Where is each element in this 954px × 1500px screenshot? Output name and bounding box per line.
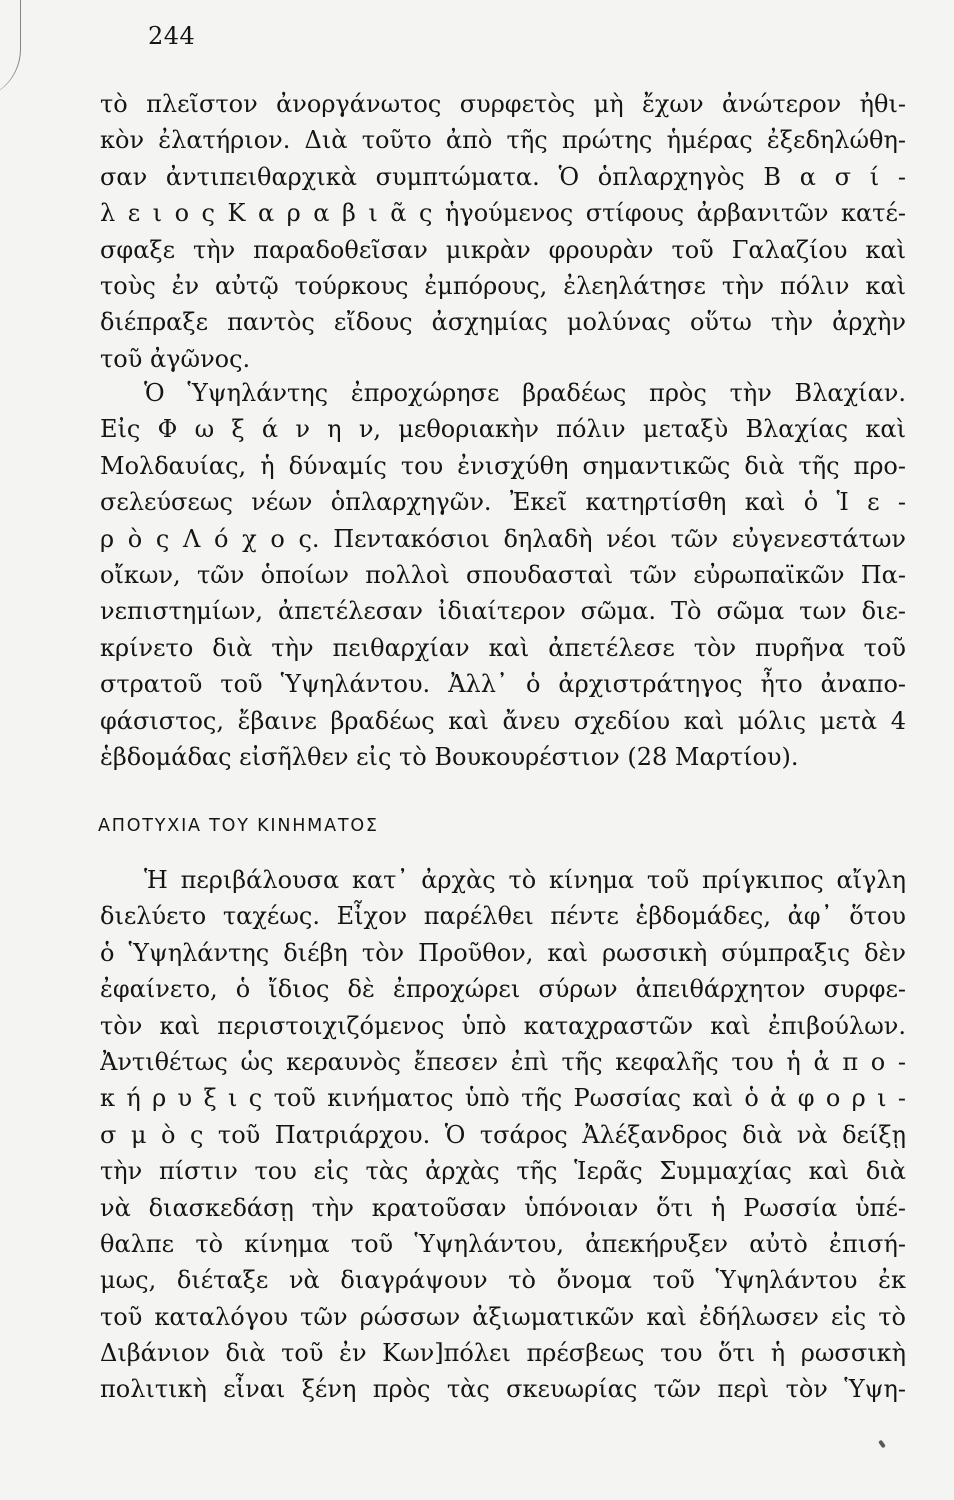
section-heading: ΑΠΟΤΥΧΙΑ ΤΟΥ ΚΙΝΗΜΑΤΟΣ [98,816,379,836]
text-line: Μολδαυίας, ἡ δύναμίς του ἐνισχύθη σημαντικῶς διὰ τῆς προ- [100,451,906,480]
text-line: νεπιστημίων, ἀπετέλεσαν ἰδιαίτερον σῶμα. Τὸ σῶμα των διε- [100,597,906,626]
text-line: λ ε ι ο ς Κ α ρ α β ι ᾶ ς ἡγούμενος στίφους ἀρβανιτῶν κατέ- [100,199,906,228]
text-line: φάσιστος, ἔβαινε βραδέως καὶ ἄνευ σχεδίου καὶ μόλις μετὰ 4 [100,706,906,735]
text-line: διέπραξε παντὸς εἴδους ἀσχημίας μολύνας οὕτω τὴν ἀρχὴν [100,308,906,337]
text-line: Διβάνιον διὰ τοῦ ἐν Κων]πόλει πρέσβεως του ὅτι ἡ ρωσσικὴ [100,1339,906,1368]
text-line: ρ ὸ ς Λ ό χ ο ς. Πεντακόσιοι δηλαδὴ νέοι τῶν εὐγενεστάτων [100,524,906,553]
text-line: σ μ ὸ ς τοῦ Πατριάρχου. Ὁ τσάρος Ἀλέξανδρος διὰ νὰ δείξῃ [100,1120,906,1149]
text-line: νὰ διασκεδάσῃ τὴν κρατοῦσαν ὑπόνοιαν ὅτι ἡ Ρωσσία ὑπέ- [100,1193,906,1222]
text-line: Εἰς Φ ω ξ ά ν η ν, μεθοριακὴν πόλιν μεταξὺ Βλαχίας καὶ [100,415,906,444]
text-line: κ ή ρ υ ξ ι ς τοῦ κινήματος ὑπὸ τῆς Ρωσσίας καὶ ὁ ἀ φ ο ρ ι - [100,1084,906,1113]
text-line: Ἡ περιβάλουσα κατ᾽ ἀρχὰς τὸ κίνημα τοῦ πρίγκιπος αἴγλη [144,866,906,894]
text-line: ἐφαίνετο, ὁ ἴδιος δὲ ἐπροχώρει σύρων ἀπειθάρχητον συρφε- [100,975,906,1004]
text-line: διελύετο ταχέως. Εἶχον παρέλθει πέντε ἑβδομάδες, ἀφ᾽ ὅτου [100,902,906,931]
text-line: Ἀντιθέτως ὡς κεραυνὸς ἔπεσεν ἐπὶ τῆς κεφαλῆς του ἡ ἀ π ο - [100,1047,906,1076]
paragraph-3 [100,862,906,1408]
text-line: κρίνετο διὰ τὴν πειθαρχίαν καὶ ἀπετέλεσε τὸν πυρῆνα τοῦ [100,633,906,662]
text-line: τὴν πίστιν του εἰς τὰς ἀρχὰς τῆς Ἱερᾶς Συμμαχίας καὶ διὰ [100,1157,906,1186]
text-line: τὸν καὶ περιστοιχιζόμενος ὑπὸ καταχραστῶν καὶ ἐπιβούλων. [100,1011,906,1040]
ink-mark [878,1440,886,1449]
text-line: τοὺς ἐν αὐτῷ τούρκους ἐμπόρους, ἐλεηλάτησε τὴν πόλιν καὶ [100,271,906,300]
text-line: μως, διέταξε νὰ διαγράψουν τὸ ὄνομα τοῦ Ὑψηλάντου ἐκ [100,1266,906,1295]
text-line: τὸ πλεῖστον ἀνοργάνωτος συρφετὸς μὴ ἔχων ἀνώτερον ἠθι- [100,90,906,118]
text-line: τοῦ ἀγῶνος. [100,344,251,373]
paragraph-1 [100,86,906,377]
page-number: 244 [148,22,196,50]
text-line: ὁ Ὑψηλάντης διέβη τὸν Προῦθον, καὶ ρωσσικὴ σύμπραξις δὲν [100,938,906,967]
text-line: κὸν ἐλατήριον. Διὰ τοῦτο ἀπὸ τῆς πρώτης ἡμέρας ἐξεδηλώθη- [100,126,906,155]
text-line: πολιτικὴ εἶναι ξένη πρὸς τὰς σκευωρίας τῶν περὶ τὸν Ὑψη- [100,1375,906,1404]
text-line: σφαξε τὴν παραδοθεῖσαν μικρὰν φρουρὰν τοῦ Γαλαζίου καὶ [100,235,906,264]
page-edge-curve [0,0,21,100]
text-line: στρατοῦ τοῦ Ὑψηλάντου. Ἀλλ᾽ ὁ ἀρχιστράτηγος ἦτο ἀναπο- [100,670,906,699]
text-line: Ὁ Ὑψηλάντης ἐπροχώρησε βραδέως πρὸς τὴν Βλαχίαν. [144,379,906,407]
text-line: θαλπε τὸ κίνημα τοῦ Ὑψηλάντου, ἀπεκήρυξεν αὐτὸ ἐπισή- [100,1229,906,1258]
text-line: ἑβδομάδας εἰσῆλθεν εἰς τὸ Βουκουρέστιον (28 Μαρτίου). [100,742,799,771]
text-line: σαν ἀντιπειθαρχικὰ συμπτώματα. Ὁ ὁπλαρχηγὸς Β α σ ί - [100,162,906,191]
text-line: τοῦ καταλόγου τῶν ρώσσων ἀξιωματικῶν καὶ ἐδήλωσεν εἰς τὸ [100,1302,906,1331]
text-line: οἴκων, τῶν ὁποίων πολλοὶ σπουδασταὶ τῶν εὐρωπαϊκῶν Πα- [100,560,906,589]
paragraph-2 [100,375,906,775]
text-line: σελεύσεως νέων ὁπλαρχηγῶν. Ἐκεῖ κατηρτίσθη καὶ ὁ Ἱ ε - [100,488,906,517]
